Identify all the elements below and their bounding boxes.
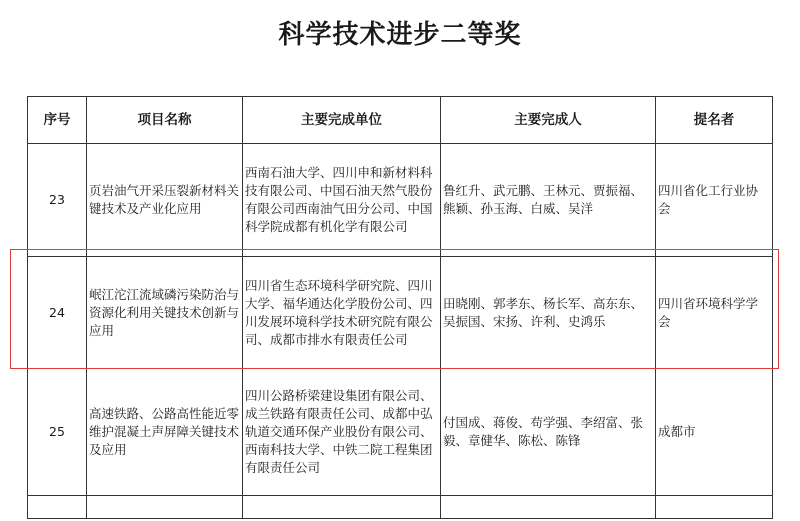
page-title: 科学技术进步二等奖 (278, 20, 522, 50)
table-row-highlighted (28, 257, 773, 369)
cell-units (243, 144, 441, 257)
cell-empty (441, 496, 656, 519)
header-units: 主要完成单位 (243, 97, 441, 144)
cell-nominator: 成都市 (656, 369, 773, 496)
cell-people: 鲁红升、武元鹏、王林元、贾振福、熊颖、孙玉海、白威、吴洋 (441, 144, 656, 257)
cell-nominator: 四川省化工行业协会 (656, 144, 773, 257)
cell-empty (656, 496, 773, 519)
cell-empty (87, 496, 243, 519)
table-row (28, 369, 773, 496)
cell-number: 25 (28, 369, 87, 496)
table-row-partial (28, 496, 773, 519)
table-row (28, 144, 773, 257)
header-people: 主要完成人 (441, 97, 656, 144)
cell-people: 付国成、蒋俊、苟学强、李绍富、张毅、章健华、陈松、陈锋 (441, 369, 656, 496)
cell-project: 高速铁路、公路高性能近零维护混凝土声屏障关键技术及应用 (87, 369, 243, 496)
cell-units: 四川公路桥梁建设集团有限公司、成兰铁路有限责任公司、成都中弘轨道交通环保产业股份有限公司、西南科技大学、中铁二院工程集团有限责任公司 (243, 369, 441, 496)
awards-table (27, 96, 773, 519)
header-nominator: 提名者 (656, 97, 773, 144)
cell-number: 23 (28, 144, 87, 257)
cell-project: 页岩油气开采压裂新材料关键技术及产业化应用 (87, 144, 243, 257)
header-project: 项目名称 (87, 97, 243, 144)
cell-nominator: 四川省环境科学学会 (656, 257, 773, 369)
cell-empty (28, 496, 87, 519)
cell-units-text: 西南石油大学、四川申和新材料科技有限公司、中国石油天然气股份有限公司西南油气田分公司、中国科学院成都有机化学有限公司 (245, 165, 433, 234)
table-header-row (28, 97, 773, 144)
header-number: 序号 (28, 97, 87, 144)
cell-units: 四川省生态环境科学研究院、四川大学、福华通达化学股份公司、四川发展环境科学技术研究院有限公司、成都市排水有限责任公司 (243, 257, 441, 369)
cell-number: 24 (28, 257, 87, 369)
cell-project: 岷江沱江流域磷污染防治与资源化利用关键技术创新与应用 (87, 257, 243, 369)
cell-people: 田晓刚、郭孝东、杨长军、高东东、吴振国、宋扬、许利、史鸿乐 (441, 257, 656, 369)
cell-empty (243, 496, 441, 519)
